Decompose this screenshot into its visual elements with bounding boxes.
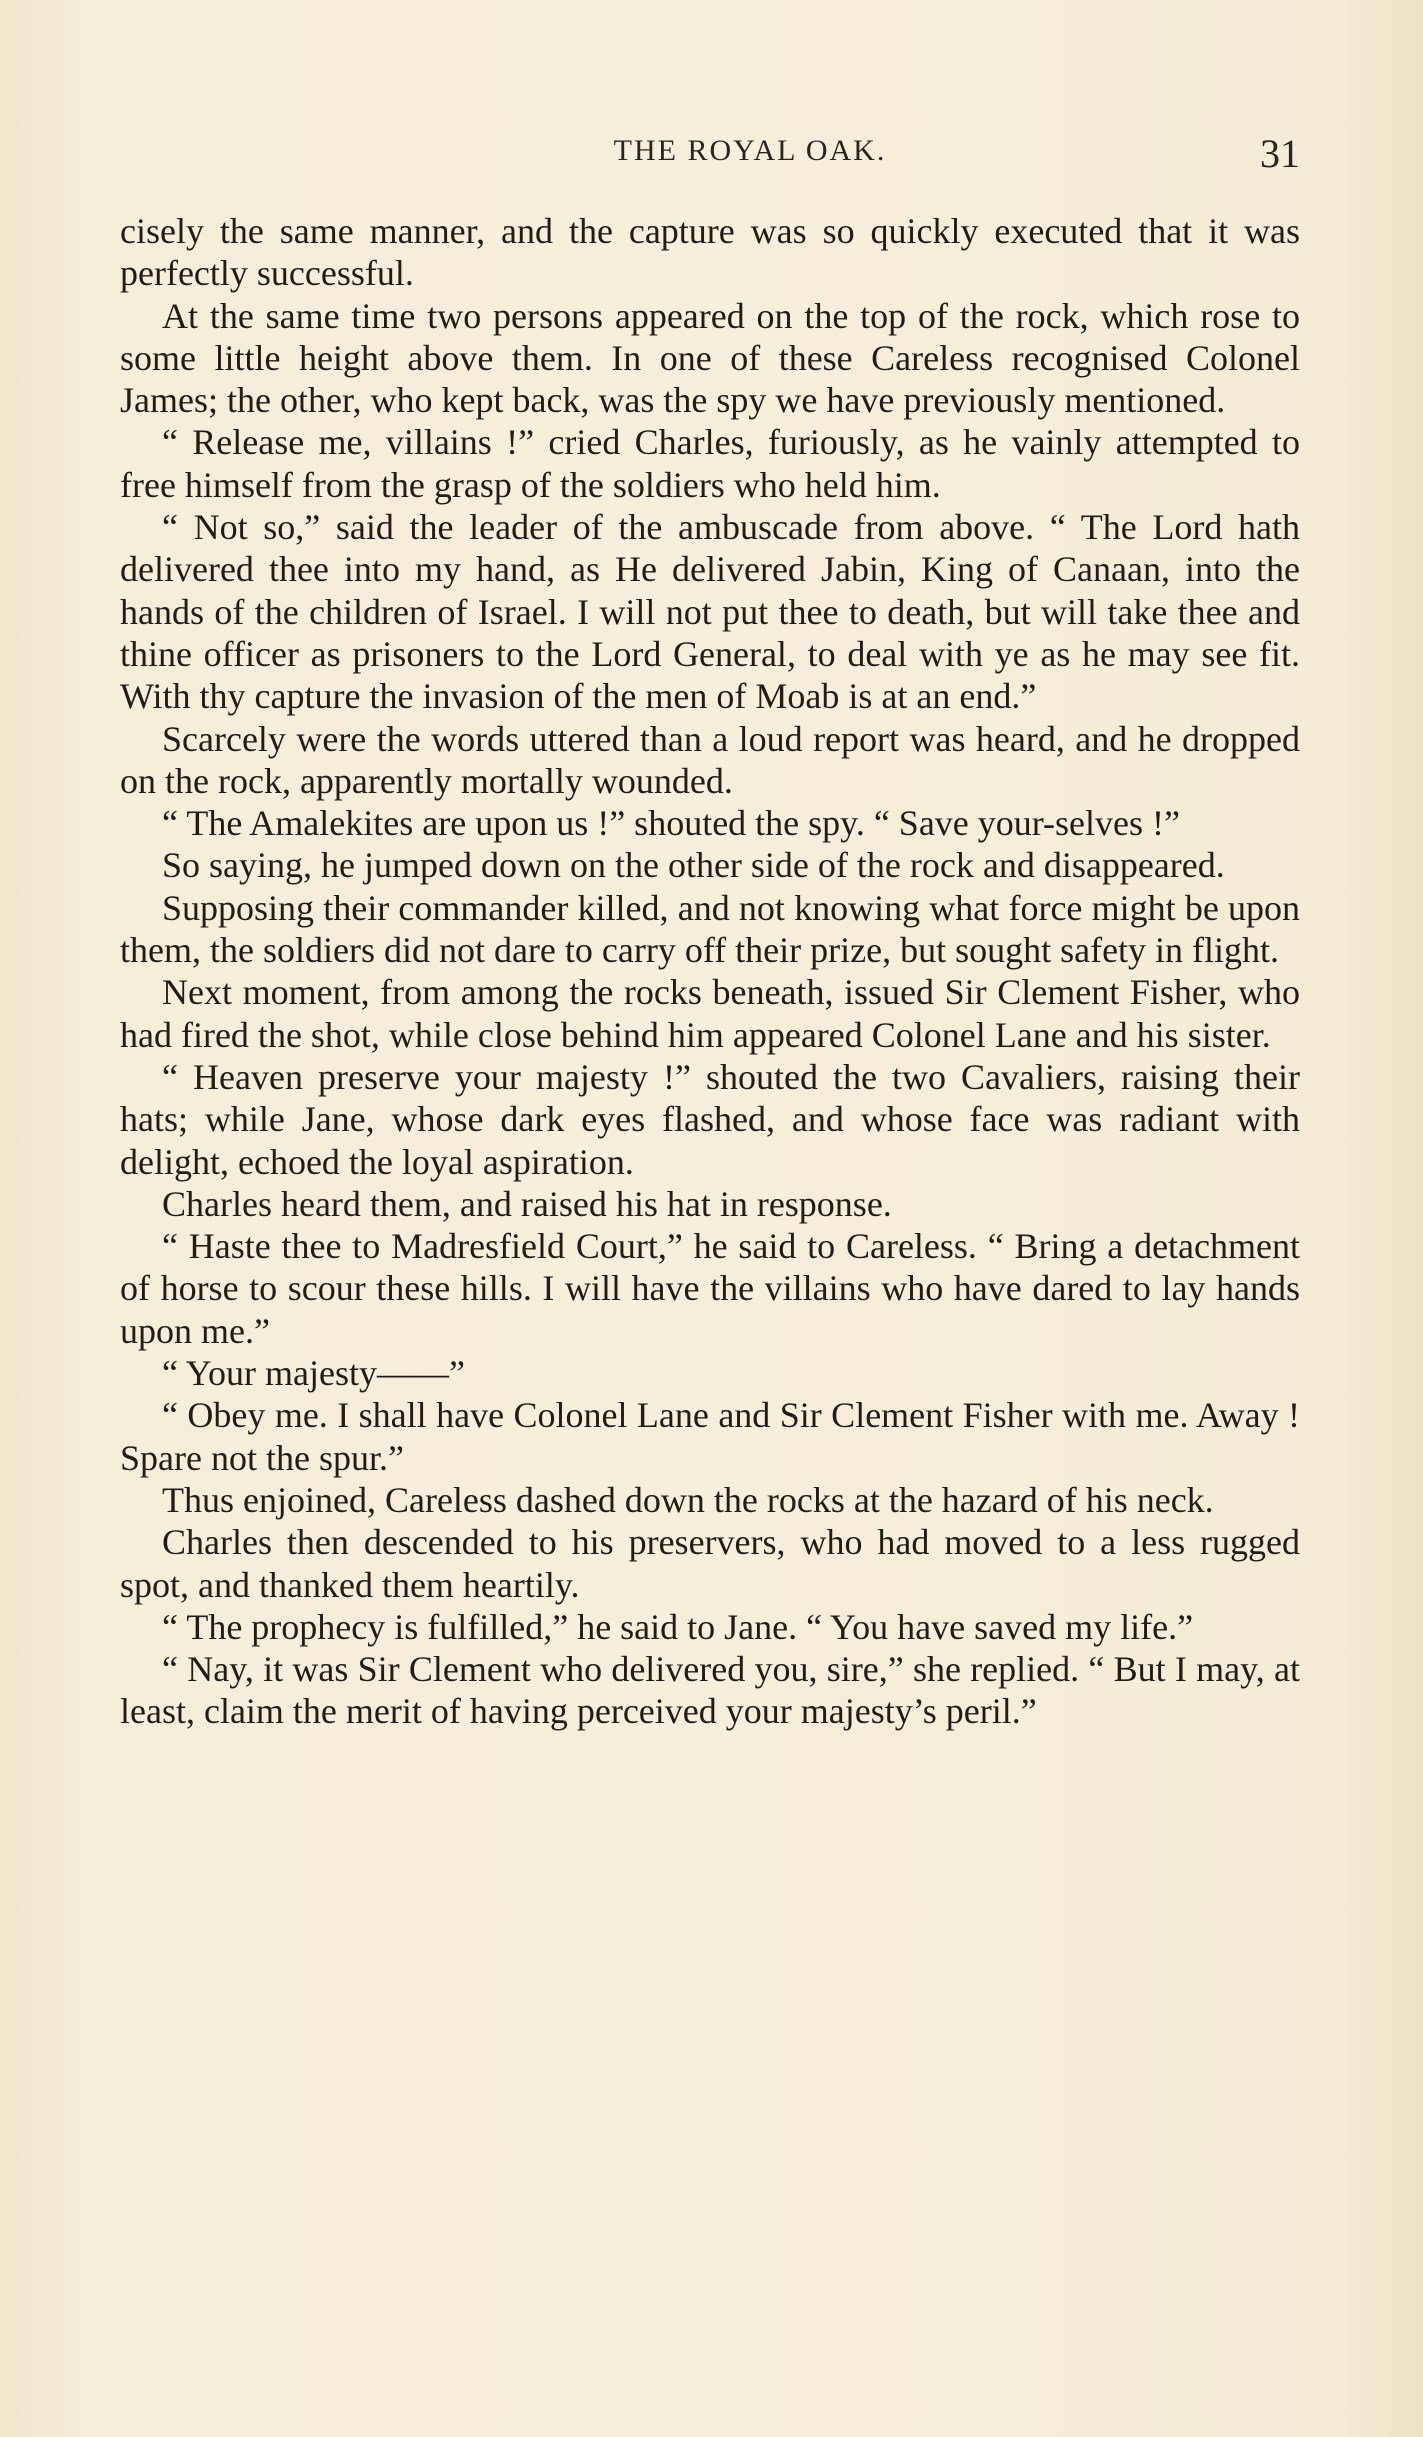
paragraph: “ Release me, villains !” cried Charles, furiously, as he vainly attempted to free himself from the grasp of the soldiers who held him. — [120, 422, 1300, 505]
paragraph: So saying, he jumped down on the other side of the rock and disappeared. — [162, 845, 1225, 886]
page-header — [120, 130, 1300, 190]
paragraph: “ The Amalekites are upon us !” shouted the spy. “ Save your-selves !” — [162, 803, 1180, 844]
paragraph: Charles heard them, and raised his hat in response. — [162, 1183, 892, 1224]
paragraph: “ Obey me. I shall have Colonel Lane and Sir Clement Fisher with me. Away ! Spare not the spur.” — [120, 1395, 1300, 1478]
paragraph: “ Your majesty——” — [162, 1353, 465, 1394]
paragraph: At the same time two persons appeared on the top of the rock, which rose to some little height above them. In one of these Careless recognised Colonel James; the other, who kept back, was the spy we have previously mentioned. — [120, 295, 1300, 421]
paragraph: Scarcely were the words uttered than a loud report was heard, and he dropped on the rock, apparently mortally wounded. — [120, 718, 1300, 801]
paragraph: Thus enjoined, Careless dashed down the rocks at the hazard of his neck. — [162, 1479, 1214, 1520]
paragraph: Next moment, from among the rocks beneath, issued Sir Clement Fisher, who had fired the shot, while close behind him appeared Colonel Lane and his sister. — [120, 972, 1300, 1055]
body-text — [120, 210, 1300, 1733]
page-number: 31 — [1260, 131, 1300, 176]
paragraph: Supposing their commander killed, and not knowing what force might be upon them, the soldiers did not dare to carry off their prize, but sought safety in flight. — [120, 887, 1300, 971]
paragraph: “ Heaven preserve your majesty !” shouted the two Cavaliers, raising their hats; while Jane, whose dark eyes flashed, and whose face was radiant with delight, echoed the loyal aspiration. — [120, 1056, 1300, 1182]
paragraph: “ Haste thee to Madresfield Court,” he said to Careless. “ Bring a detachment of horse to scour these hills. I will have the villains who have dared to lay hands upon me.” — [120, 1226, 1300, 1351]
paragraph: “ Not so,” said the leader of the ambuscade from above. “ The Lord hath delivered thee into my hand, as He delivered Jabin, King of Canaan, into the hands of the children of Israel. I will not put thee to death, but will take thee and thine officer as prisoners to the Lord General, to deal with ye as he may see fit. With thy capture the invasion of the men of Moab is at an end.” — [120, 507, 1300, 717]
paragraph: “ The prophecy is fulfilled,” he said to Jane. “ You have saved my life.” — [162, 1606, 1194, 1647]
paragraph: Charles then descended to his preservers, who had moved to a less rugged spot, and thanked them heartily. — [120, 1522, 1300, 1605]
running-title: THE ROYAL OAK. — [613, 134, 887, 167]
paragraph: cisely the same manner, and the capture was so quickly executed that it was perfectly successful. — [120, 211, 1300, 294]
paragraph: “ Nay, it was Sir Clement who delivered you, sire,” she replied. “ But I may, at least, claim the merit of having perceived your majesty’s peril.” — [120, 1649, 1300, 1732]
